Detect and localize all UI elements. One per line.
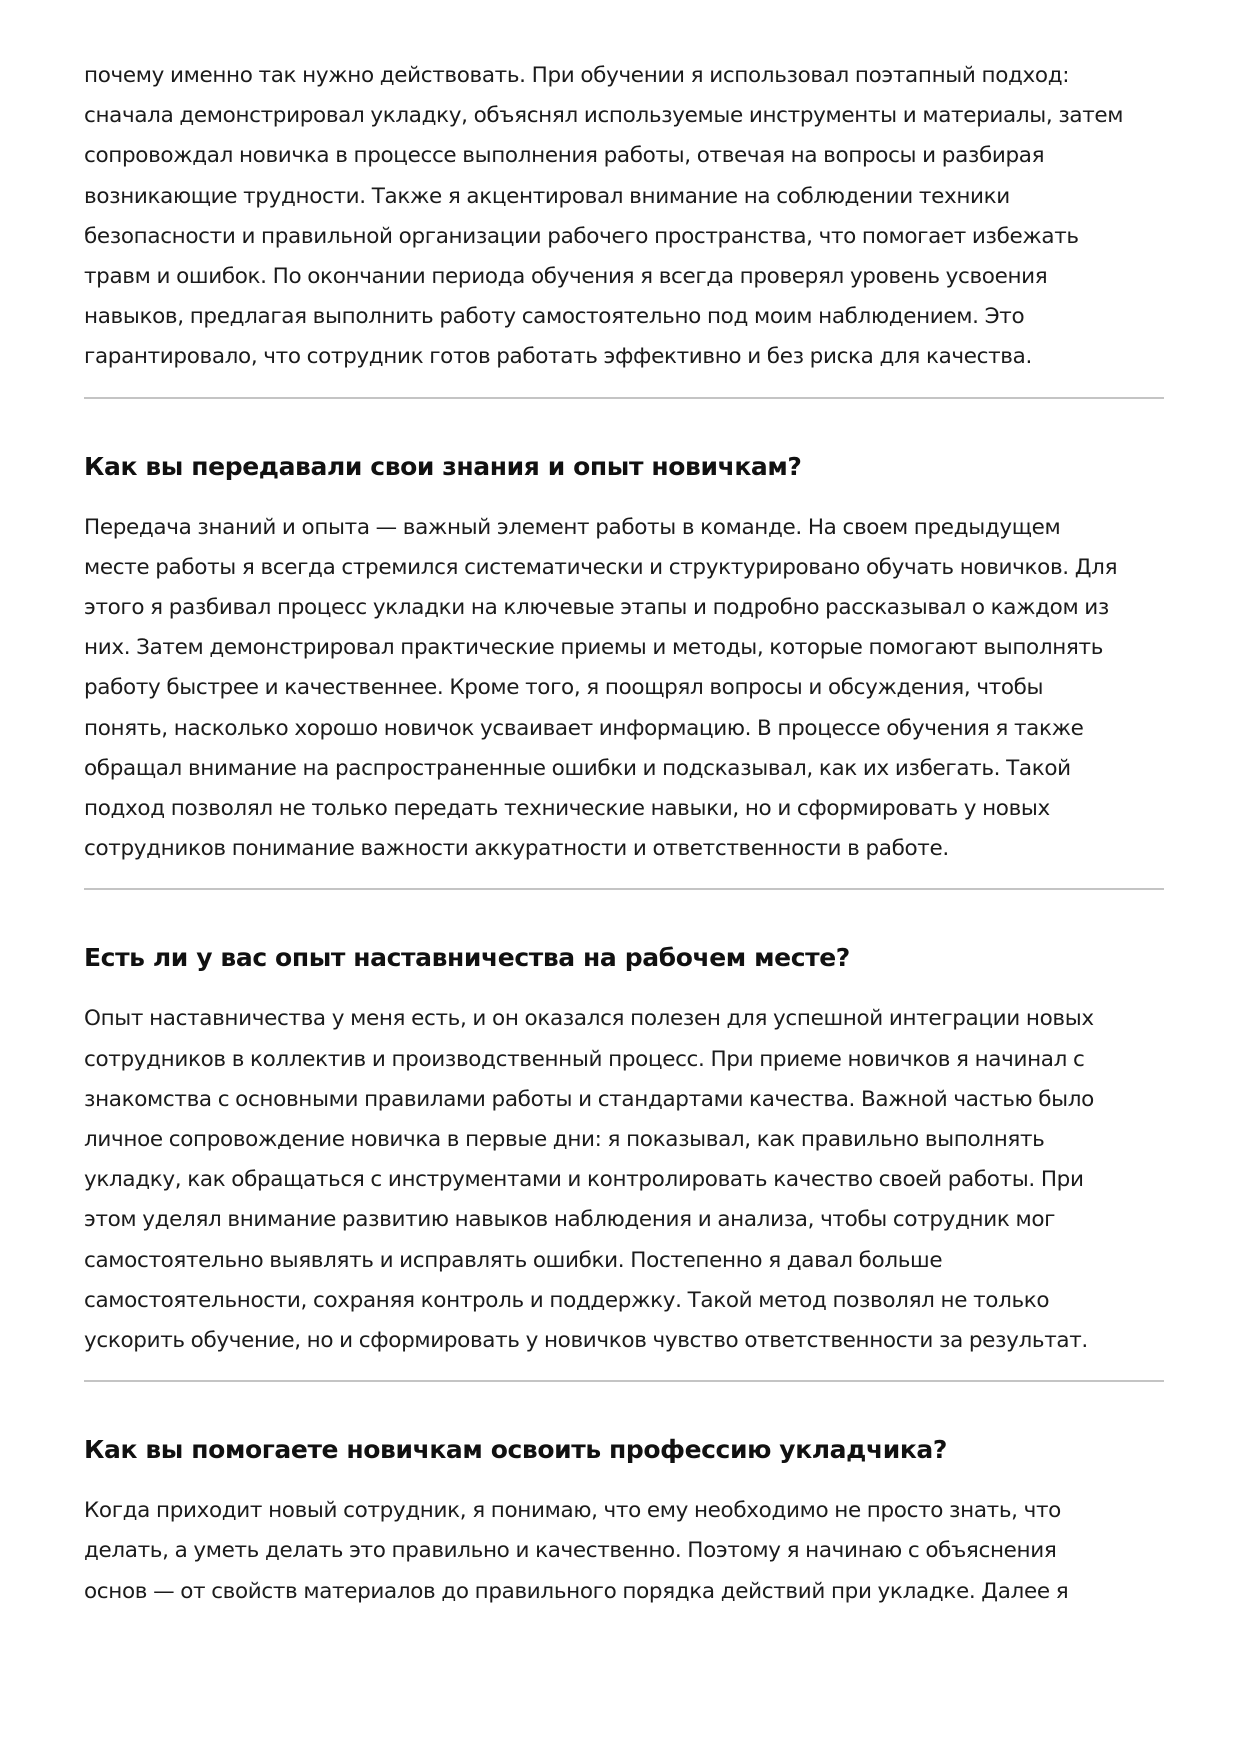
section-divider xyxy=(84,397,1164,399)
document-page xyxy=(84,56,1164,1612)
section-answer: Когда приходит новый сотрудник, я понимаю, что ему необходимо не просто знать, что делать, а уметь делать это правильно и качественно. Поэтому я начинаю с объяснения основ — от свойств материалов до правильного порядка действий при укладке. Далее я xyxy=(84,1498,1069,1604)
section-question: Как вы помогаете новичкам освоить профессию укладчика? xyxy=(84,1435,947,1465)
section-divider xyxy=(84,1380,1164,1382)
section-divider xyxy=(84,888,1164,890)
section-question: Есть ли у вас опыт наставничества на рабочем месте? xyxy=(84,943,850,973)
section-question: Как вы передавали свои знания и опыт новичкам? xyxy=(84,451,802,481)
intro-paragraph: почему именно так нужно действовать. При обучении я использовал поэтапный подход: сначала демонстрировал укладку, объяснял используемые инструменты и материалы, затем сопровождал новичка в процессе выполнения работы, отвечая на вопросы и разбирая возникающие трудности. Также я акцентировал внимание на соблюдении техники безопасности и правильной организации рабочего пространства, что помогает избежать травм и ошибок. По окончании периода обучения я всегда проверял уровень усвоения навыков, предлагая выполнить работу самостоятельно под моим наблюдением. Это гарантировало, что сотрудник готов работать эффективно и без риска для качества. xyxy=(84,63,1124,370)
section-answer: Опыт наставничества у меня есть, и он оказался полезен для успешной интеграции новых сотрудников в коллектив и производственный процесс. При приеме новичков я начинал с знакомства с основными правилами работы и стандартами качества. Важной частью было личное сопровождение новичка в первые дни: я показывал, как правильно выполнять укладку, как обращаться с инструментами и контролировать качество своей работы. При этом уделял внимание развитию навыков наблюдения и анализа, чтобы сотрудник мог самостоятельно выявлять и исправлять ошибки. Постепенно я давал больше самостоятельности, сохраняя контроль и поддержку. Такой метод позволял не только ускорить обучение, но и сформировать у новичков чувство ответственности за результат. xyxy=(84,1006,1094,1354)
section-answer: Передача знаний и опыта — важный элемент работы в команде. На своем предыдущем месте работы я всегда стремился систематически и структурировано обучать новичков. Для этого я разбивал процесс укладки на ключевые этапы и подробно рассказывал о каждом из них. Затем демонстрировал практические приемы и методы, которые помогают выполнять работу быстрее и качественнее. Кроме того, я поощрял вопросы и обсуждения, чтобы понять, насколько хорошо новичок усваивает информацию. В процессе обучения я также обращал внимание на распространенные ошибки и подсказывал, как их избегать. Такой подход позволял не только передать технические навыки, но и сформировать у новых сотрудников понимание важности аккуратности и ответственности в работе. xyxy=(84,514,1118,862)
